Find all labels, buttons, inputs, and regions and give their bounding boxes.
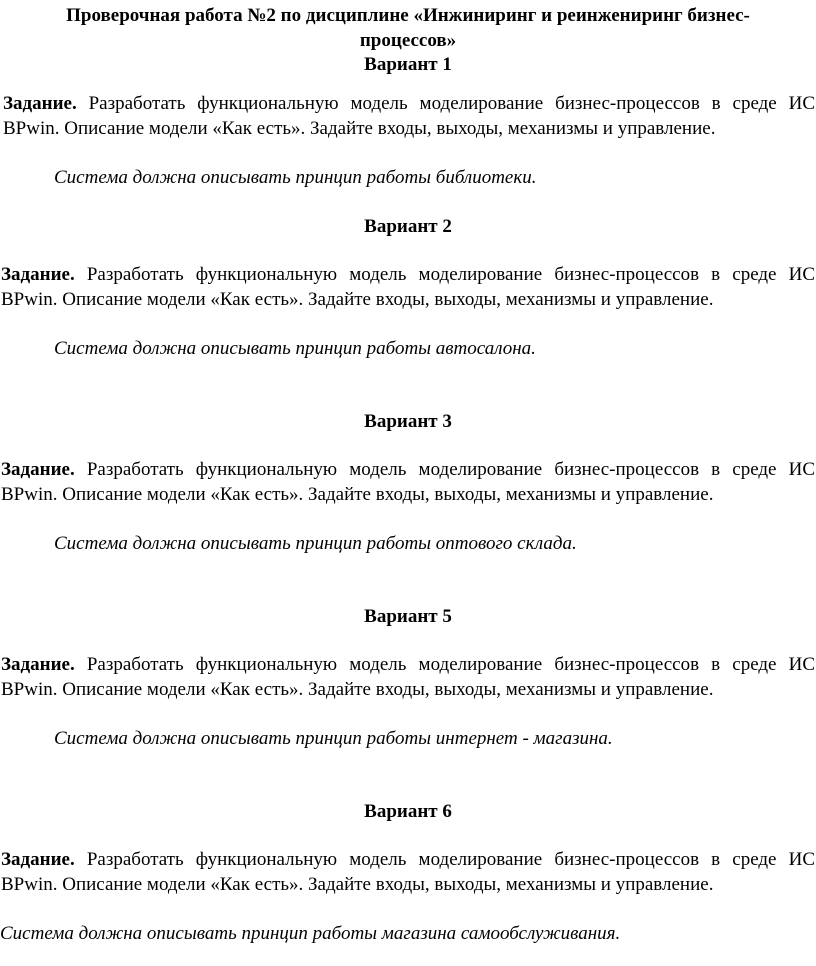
variant-3-task-label: Задание. (1, 459, 75, 480)
variant-2-system-text: Система должна описывать принцип работы автосалона. (54, 338, 536, 359)
variant-5-task-text: Разработать функциональную модель моделирование бизнес-процессов в среде ИС BPwin. Описание модели «Как есть». Задайте входы, выходы, механизмы и управление. (1, 654, 815, 700)
document-title-line-1: Проверочная работа №2 по дисциплине «Инжиниринг и реинжениринг бизнес- (66, 5, 750, 26)
variant-2-task (1, 263, 815, 312)
variant-5-task (1, 653, 815, 702)
variant-3-task (1, 458, 815, 507)
document-title (0, 4, 816, 78)
variant-1-task (3, 92, 815, 141)
document-title-line-2: процессов» (359, 29, 457, 51)
variant-5-title: Вариант 5 (364, 606, 452, 627)
variant-1-title: Вариант 1 (364, 54, 452, 75)
variant-6-title: Вариант 6 (364, 801, 452, 822)
variant-1-system-text: Система должна описывать принцип работы библиотеки. (54, 167, 537, 188)
variant-3-title: Вариант 3 (364, 411, 452, 432)
variant-2-task-text: Разработать функциональную модель моделирование бизнес-процессов в среде ИС BPwin. Описание модели «Как есть». Задайте входы, выходы, механизмы и управление. (1, 264, 815, 310)
variant-1-task-label: Задание. (3, 93, 77, 114)
variant-6-task-text: Разработать функциональную модель моделирование бизнес-процессов в среде ИС BPwin. Описание модели «Как есть». Задайте входы, выходы, механизмы и управление. (1, 849, 815, 895)
variant-5-system-text: Система должна описывать принцип работы интернет - магазина. (54, 728, 613, 749)
variant-6-task-label: Задание. (1, 849, 75, 870)
variant-3-task-text: Разработать функциональную модель моделирование бизнес-процессов в среде ИС BPwin. Описание модели «Как есть». Задайте входы, выходы, механизмы и управление. (1, 459, 815, 505)
variant-2-title: Вариант 2 (364, 216, 452, 237)
variant-5-task-label: Задание. (1, 654, 75, 675)
variant-6-system-text: Система должна описывать принцип работы магазина самообслуживания. (0, 923, 621, 944)
variant-3-system-text: Система должна описывать принцип работы оптового склада. (54, 533, 577, 554)
variant-1-task-text: Разработать функциональную модель моделирование бизнес-процессов в среде ИС BPwin. Описание модели «Как есть». Задайте входы, выходы, механизмы и управление. (3, 93, 815, 139)
variant-6-task (1, 848, 815, 897)
variant-2-task-label: Задание. (1, 264, 75, 285)
